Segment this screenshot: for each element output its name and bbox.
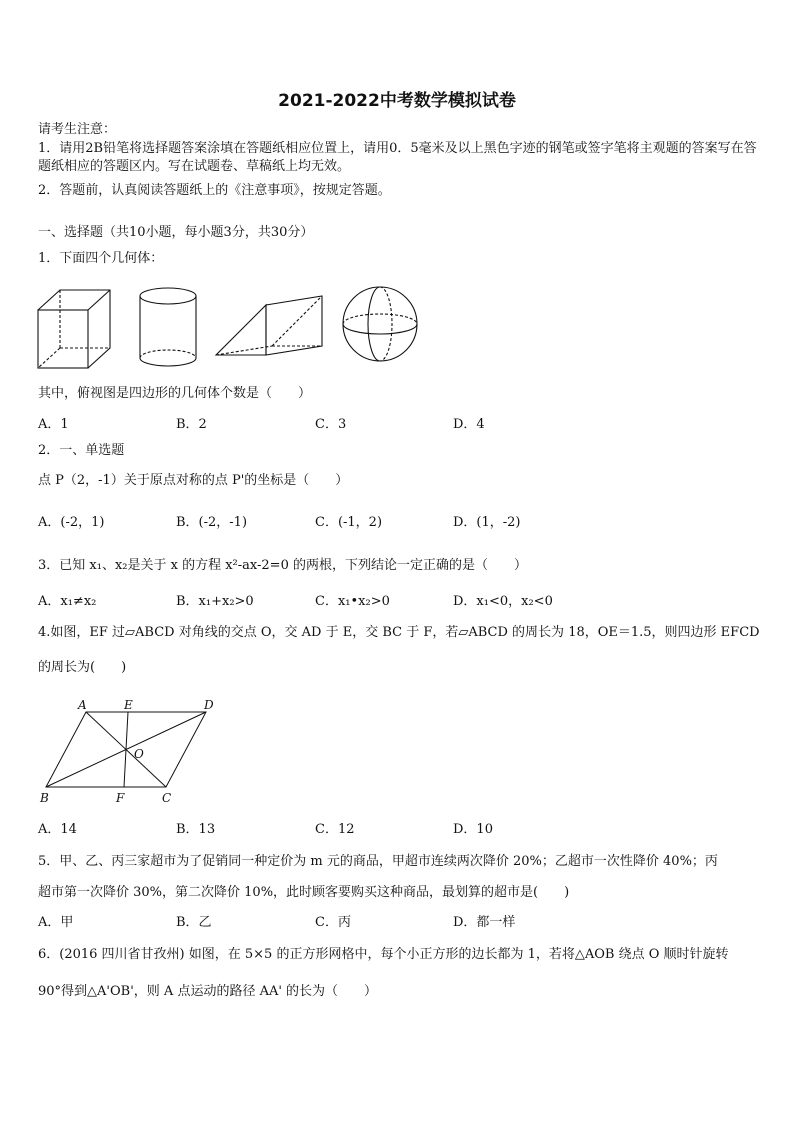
q5-option-a[interactable]: A．甲 <box>38 915 74 930</box>
q1-option-d[interactable]: D．4 <box>453 417 485 432</box>
q4-line-1: 4.如图，EF 过▱ABCD 对角线的交点 O，交 AD 于 E，交 BC 于 F，若▱ABCD 的周长为 18，OE＝1.5，则四边形 EFCD <box>38 625 760 640</box>
q3-option-c[interactable]: C．x₁•x₂>0 <box>315 594 390 609</box>
q3-option-d[interactable]: D．x₁<0，x₂<0 <box>453 594 553 609</box>
q1-stem: 1．下面四个几何体： <box>38 251 164 266</box>
q1-option-a[interactable]: A．1 <box>38 417 69 432</box>
exam-title: 2021-2022中考数学模拟试卷 <box>278 91 516 111</box>
notice-item-1: 1．请用2B铅笔将选择题答案涂填在答题纸相应位置上，请用0．5毫米及以上黑色字迹的钢笔或签字笔将主观题的答案写在答题纸相应的答题区内。写在试题卷、草稿纸上均无效。 <box>38 141 757 174</box>
q5-line-2: 超市第一次降价 30%，第二次降价 10%，此时顾客要购买这种商品，最划算的超市是( ) <box>38 885 570 900</box>
q1-option-b[interactable]: B．2 <box>176 417 207 432</box>
q2-option-c[interactable]: C．(-1，2) <box>315 515 383 530</box>
q5-line-1: 5．甲、乙、丙三家超市为了促销同一种定价为 m 元的商品，甲超市连续两次降价 20%；乙超市一次性降价 40%；丙 <box>38 854 718 869</box>
q6-line-2: 90°得到△A'OB'，则 A 点运动的路径 AA' 的长为（ ） <box>38 984 378 999</box>
q5-option-d[interactable]: D．都一样 <box>453 915 516 930</box>
q1-solids-figure <box>30 280 450 375</box>
q5-option-b[interactable]: B．乙 <box>176 915 212 930</box>
notice-header: 请考生注意： <box>38 122 117 137</box>
label-f: F <box>116 791 125 805</box>
label-c: C <box>162 791 172 805</box>
q4-option-c[interactable]: C．12 <box>315 822 355 837</box>
q6-line-1: 6．(2016 四川省甘孜州) 如图，在 5×5 的正方形网格中，每个小正方形的边长都为 1，若将△AOB 绕点 O 顺时针旋转 <box>38 947 729 962</box>
q4-option-b[interactable]: B．13 <box>176 822 216 837</box>
q2-stem: 2．一、单选题 <box>38 443 125 458</box>
label-o: O <box>134 747 144 761</box>
q3-question: 3．已知 x₁、x₂是关于 x 的方程 x²-ax-2=0 的两根，下列结论一定正确的是（ ） <box>38 558 527 573</box>
q2-question: 点 P（2，-1）关于原点对称的点 P'的坐标是（ ） <box>38 473 349 488</box>
q4-line-2: 的周长为( ) <box>38 660 127 675</box>
q4-option-d[interactable]: D．10 <box>453 822 493 837</box>
q3-option-a[interactable]: A．x₁≠x₂ <box>38 594 97 609</box>
segment-ef <box>124 712 128 787</box>
cube-figure <box>38 290 110 368</box>
q4-parallelogram-figure <box>36 695 226 810</box>
sphere-figure <box>343 287 417 361</box>
q1-option-c[interactable]: C．3 <box>315 417 347 432</box>
label-a: A <box>78 698 87 712</box>
q2-option-b[interactable]: B．(-2，-1) <box>176 515 248 530</box>
q2-option-d[interactable]: D．(1，-2) <box>453 515 521 530</box>
cylinder-figure <box>140 288 196 366</box>
label-d: D <box>204 698 214 712</box>
q3-option-b[interactable]: B．x₁+x₂>0 <box>176 594 254 609</box>
q5-option-c[interactable]: C．丙 <box>315 915 351 930</box>
q4-option-a[interactable]: A．14 <box>38 822 77 837</box>
q2-option-a[interactable]: A．(-2，1) <box>38 515 105 530</box>
notice-item-2: 2．答题前，认真阅读答题纸上的《注意事项》，按规定答题。 <box>38 183 391 198</box>
prism-figure <box>216 296 322 355</box>
q1-question: 其中，俯视图是四边形的几何体个数是（ ） <box>38 386 312 401</box>
label-b: B <box>40 791 49 805</box>
label-e: E <box>124 698 133 712</box>
section-heading: 一、选择题（共10小题，每小题3分，共30分） <box>38 225 314 240</box>
